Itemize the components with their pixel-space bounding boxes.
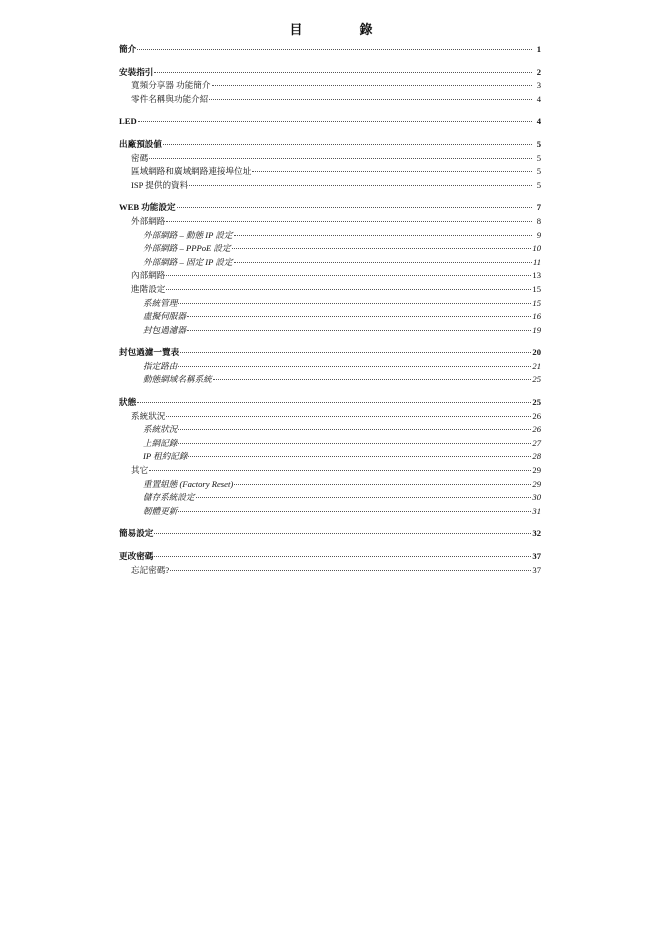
- toc-dot-leader: [138, 112, 532, 122]
- toc-entry[interactable]: [119, 114, 541, 128]
- toc-entry-label: 寬頻分享器 功能簡介: [131, 80, 211, 91]
- toc-entry[interactable]: [119, 42, 541, 56]
- toc-entry-label: 系統狀況: [143, 424, 178, 435]
- toc-entry-label: 封包過濾器: [143, 324, 186, 335]
- toc-entry-page: 29: [532, 465, 541, 476]
- toc-entry-label: 密碼: [131, 152, 149, 163]
- toc-dot-leader: [187, 307, 531, 317]
- toc-dot-leader: [178, 502, 531, 512]
- toc-dot-leader: [234, 475, 531, 485]
- toc-dot-leader: [178, 434, 531, 444]
- toc-dot-leader: [232, 239, 532, 249]
- toc-dot-leader: [154, 547, 531, 557]
- toc-entry-label: 進階設定: [131, 283, 166, 294]
- toc-entry-page: 28: [532, 451, 541, 462]
- toc-dot-leader: [234, 253, 532, 263]
- toc-dot-leader: [212, 76, 533, 86]
- toc-entry-label: 忘記密碼?: [131, 564, 170, 575]
- toc-entry-label: 外部網路 – PPPoE 設定: [143, 243, 231, 254]
- toc-dot-leader: [252, 162, 532, 172]
- toc-entry-page: 5: [536, 166, 541, 177]
- toc-entry-page: 5: [536, 138, 541, 149]
- toc-entry-label: LED: [119, 116, 137, 127]
- toc-entry[interactable]: [119, 504, 541, 518]
- toc-entry-label: 狀態: [119, 397, 137, 408]
- toc-dot-leader: [166, 407, 531, 417]
- toc-dot-leader: [213, 370, 532, 380]
- toc-entry-label: 簡易設定: [119, 528, 154, 539]
- toc-dot-leader: [149, 149, 532, 159]
- toc-entry-label: 儲存系統設定: [143, 492, 195, 503]
- toc-entry-label: 更改密碼: [119, 551, 154, 561]
- toc-entry-label: 封包過濾一覽表: [119, 347, 180, 358]
- toc-entry-page: 3: [536, 80, 541, 91]
- toc-entry-page: 31: [532, 505, 541, 516]
- toc-dot-leader: [166, 212, 532, 222]
- toc-entry-page: 25: [532, 397, 541, 408]
- toc-entry-page: 27: [532, 437, 541, 448]
- toc-entry-label: 外部網路 – 動態 IP 設定: [143, 229, 233, 240]
- toc-entry-label: 動態網域名稱系統: [143, 374, 212, 385]
- toc-entry-label: 出廠預設値: [119, 138, 162, 149]
- toc-entry[interactable]: [119, 178, 541, 192]
- toc-dot-leader: [137, 40, 532, 50]
- toc-entry-page: 20: [532, 347, 541, 358]
- toc-dot-leader: [180, 343, 531, 353]
- toc-entry-page: 37: [532, 551, 541, 561]
- toc-entry-page: 11: [533, 256, 541, 267]
- toc-dot-leader: [163, 135, 532, 145]
- toc-entry-page: 2: [536, 66, 541, 77]
- toc-dot-leader: [166, 280, 531, 290]
- toc-entry-label: 虛擬伺服器: [143, 311, 186, 322]
- toc-entry[interactable]: [119, 563, 541, 577]
- toc-entry-page: 32: [532, 528, 541, 539]
- toc-entry-page: 30: [532, 492, 541, 503]
- toc-dot-leader: [177, 198, 532, 208]
- page-title: 目 錄: [289, 22, 395, 37]
- toc-entry-label: 指定路由: [143, 360, 178, 371]
- toc-entry-page: 7: [536, 202, 541, 213]
- toc-entry[interactable]: [119, 92, 541, 106]
- toc-entry-page: 16: [532, 311, 541, 322]
- toc-entry-page: 25: [532, 374, 541, 385]
- toc-entry-page: 4: [536, 93, 541, 104]
- toc-entry[interactable]: [119, 372, 541, 386]
- toc-dot-leader: [178, 294, 531, 304]
- toc-dot-leader: [178, 357, 531, 367]
- toc-dot-leader: [154, 524, 531, 534]
- toc-entry-label: WEB 功能設定: [119, 202, 176, 213]
- toc-entry-page: 8: [536, 215, 541, 226]
- toc-entry-label: 內部網路: [131, 270, 166, 281]
- toc-entry-label: 韌體更新: [143, 505, 178, 516]
- toc-entry-label: 安裝指引: [119, 66, 154, 77]
- toc-entry[interactable]: [119, 526, 541, 540]
- toc-dot-leader: [170, 561, 531, 571]
- toc-dot-leader: [189, 176, 532, 186]
- toc-entry-label: 外部網路: [131, 215, 166, 226]
- toc-entry-label: 上網記錄: [143, 437, 178, 448]
- toc-entry-page: 10: [532, 243, 541, 254]
- toc-entry-page: 29: [532, 478, 541, 489]
- toc-entry-label: 其它: [131, 465, 149, 476]
- toc-entry-label: 簡介: [119, 44, 137, 54]
- toc-entry-label: ISP 提供的資料: [131, 179, 189, 190]
- toc-entry-label: 零件名稱與功能介紹: [131, 93, 209, 104]
- toc-entry-label: 系統管理: [143, 297, 178, 308]
- toc-dot-leader: [187, 321, 531, 331]
- toc-dot-leader: [178, 420, 531, 430]
- toc-entry-page: 4: [536, 116, 541, 127]
- toc-dot-leader: [196, 488, 532, 498]
- table-of-contents: [119, 42, 541, 576]
- toc-dot-leader: [209, 90, 532, 100]
- toc-entry-page: 13: [532, 270, 541, 281]
- toc-entry-page: 19: [532, 324, 541, 335]
- toc-entry-label: 系統狀況: [131, 410, 166, 421]
- toc-entry-page: 26: [532, 410, 541, 421]
- toc-dot-leader: [137, 393, 531, 403]
- toc-entry-label: 重置組態 (Factory Reset): [143, 478, 234, 489]
- toc-entry-label: 外部網路 – 固定 IP 設定: [143, 256, 233, 267]
- toc-dot-leader: [166, 266, 531, 276]
- toc-entry-page: 26: [532, 424, 541, 435]
- toc-entry-page: 1: [536, 44, 541, 54]
- toc-dot-leader: [149, 461, 531, 471]
- toc-entry[interactable]: [119, 323, 541, 337]
- toc-entry-page: 5: [536, 152, 541, 163]
- toc-entry-label: 區域網路和廣域網路連接埠位址: [131, 166, 252, 177]
- toc-entry-page: 9: [536, 229, 541, 240]
- toc-entry-page: 37: [532, 564, 541, 575]
- toc-dot-leader: [154, 63, 532, 73]
- toc-dot-leader: [188, 447, 531, 457]
- toc-entry-page: 21: [532, 360, 541, 371]
- toc-entry-label: IP 租約記錄: [143, 451, 188, 462]
- toc-dot-leader: [234, 226, 532, 236]
- toc-entry-page: 5: [536, 179, 541, 190]
- toc-entry-page: 15: [532, 283, 541, 294]
- toc-entry-page: 15: [532, 297, 541, 308]
